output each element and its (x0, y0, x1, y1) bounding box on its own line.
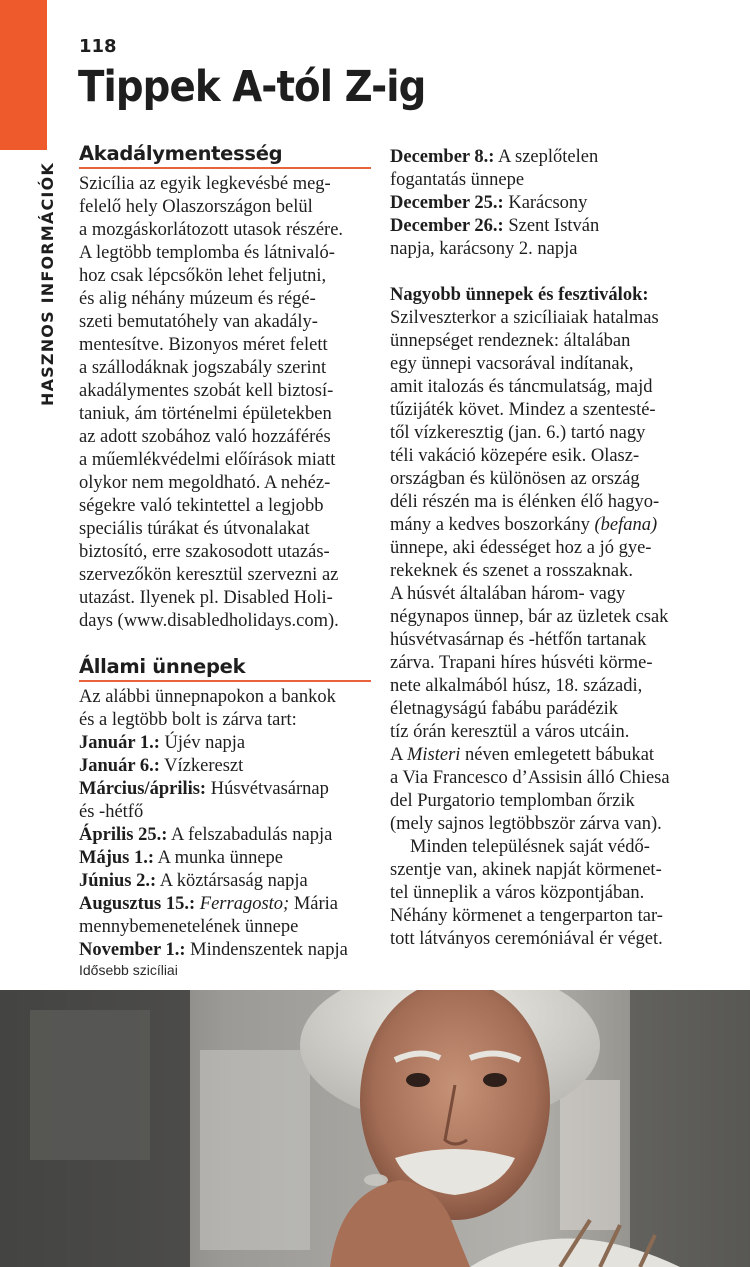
portrait-illustration (0, 990, 750, 1267)
holiday-item (79, 824, 371, 847)
section-color-tab (0, 0, 47, 150)
text-line: rekeknek és szenet a rosszaknak. (390, 561, 633, 581)
text-line: tel ünneplik a város központjában. (390, 883, 645, 903)
text-line: és alig néhány múzeum és régé- (79, 289, 316, 309)
holiday-date: December 8.: (390, 147, 495, 167)
holiday-date: Május 1.: (79, 848, 155, 868)
holiday-text: Mindenszentek napja (185, 940, 348, 960)
holiday-item (79, 916, 371, 939)
right-column (390, 146, 690, 951)
holiday-item (79, 755, 371, 778)
text-line: től vízkeresztig (jan. 6.) tartó nagy (390, 423, 646, 443)
holiday-item (79, 870, 371, 893)
holiday-date: Augusztus 15.: (79, 894, 196, 914)
text-line: ünnepséget rendeznek: általában (390, 331, 631, 351)
text-line: Minden településnek saját védő- (410, 837, 650, 857)
holiday-date: December 25.: (390, 193, 504, 213)
festivals-heading: Nagyobb ünnepek és fesztiválok: (390, 285, 649, 305)
text-line: akadálymentes szobát kell biztosí- (79, 381, 334, 401)
text-line: Néhány körmenet a tengerparton tar- (390, 906, 663, 926)
text-line: országban és különösen az ország (390, 469, 640, 489)
holiday-date: Március/április: (79, 779, 207, 799)
holiday-item (79, 732, 371, 755)
text-line: hoz csak lépcsőkön lehet feljutni, (79, 266, 327, 286)
text-line: biztosító, erre szakosodott utazás- (79, 542, 330, 562)
text-line: olykor nem megoldható. A nehéz- (79, 473, 331, 493)
holiday-date: Április 25.: (79, 825, 168, 845)
text-line: életnagyságú fabábu parádézik (390, 699, 619, 719)
text-line: egy ünnepi vacsorával indítanak, (390, 354, 634, 374)
text-line: szeti bemutatóhely van akadály- (79, 312, 318, 332)
holiday-date: December 26.: (390, 216, 504, 236)
text-line: del Purgatorio templomban őrzik (390, 791, 635, 811)
holiday-text: Karácsony (503, 193, 588, 213)
text-line: nete alkalmából húsz, 18. századi, (390, 676, 643, 696)
text-line: ségekre való tekintettel a legjobb (79, 496, 324, 516)
text-line: a mozgáskorlátozott utasok részére. (79, 220, 344, 240)
holiday-text: A felszabadulás napja (167, 825, 333, 845)
page-number: 118 (79, 36, 117, 57)
holiday-item (390, 192, 690, 215)
holiday-list (79, 732, 371, 962)
text-line: A húsvét általában három- vagy (390, 584, 626, 604)
holiday-text: napja, karácsony 2. napja (390, 239, 578, 259)
holiday-text: mennybemenetelének ünnepe (79, 917, 299, 937)
holiday-date: Január 6.: (79, 756, 160, 776)
holiday-text: Újév napja (159, 733, 246, 753)
text-line: az adott szobához való hozzáférés (79, 427, 331, 447)
holiday-item (79, 847, 371, 870)
text-line: szentje van, akinek napját körmenet- (390, 860, 662, 880)
text-line: tíz órán keresztül a város utcáin. (390, 722, 630, 742)
text-line: (mely sajnos legtöbbször zárva van). (390, 814, 662, 834)
text-line: ünnepe, aki édességet hoz a jó gye- (390, 538, 652, 558)
holiday-list-continued (390, 146, 690, 261)
text-line: négynapos ünnep, bár az üzletek csak (390, 607, 669, 627)
text-line: Szicília az egyik legkevésbé meg- (79, 174, 331, 194)
text-line: mány a kedves boszorkány (befana) (390, 515, 658, 535)
text-line: A legtöbb templomba és látnivaló- (79, 243, 335, 263)
holiday-item (390, 146, 690, 169)
text-line: A Misteri néven emlegetett bábukat (390, 745, 655, 765)
text-line: szervezőkön keresztül szervezni az (79, 565, 339, 585)
photo-caption: Idősebb szicíliai (79, 962, 178, 978)
holiday-text: A munka ünnepe (154, 848, 283, 868)
holiday-text: Húsvétvasárnap (206, 779, 329, 799)
text-line: téli vakáció közepére esik. Olasz- (390, 446, 640, 466)
holiday-text: és -hétfő (79, 802, 144, 822)
holiday-text: A köztársaság napja (156, 871, 308, 891)
festivals-section (390, 284, 690, 951)
text-line: húsvétvasárnap és -hétfőn tartanak (390, 630, 647, 650)
text-line: days (www.disabledholidays.com). (79, 611, 339, 631)
holiday-item (79, 778, 371, 801)
text-line: speciális túrákat és útvonalakat (79, 519, 310, 539)
holiday-text: fogantatás ünnepe (390, 170, 525, 190)
holiday-item (79, 801, 371, 824)
section-side-label: HASZNOS INFORMÁCIÓK (38, 162, 57, 406)
holiday-date: November 1.: (79, 940, 186, 960)
text-line: a szállodáknak jogszabály szerint (79, 358, 327, 378)
text-line: a műemlékvédelmi előírások miatt (79, 450, 336, 470)
text-line: tott látványos ceremóniával ér véget. (390, 929, 663, 949)
holidays-intro: Az alábbi ünnepnapokon a bankok és a legtöbb bolt is zárva tart: (79, 687, 336, 730)
holiday-text: Szent István (503, 216, 600, 236)
accessibility-heading: Akadálymentesség (79, 142, 371, 169)
text-line: utazást. Ilyenek pl. Disabled Holi- (79, 588, 333, 608)
text-line: taniuk, ám történelmi épületekben (79, 404, 332, 424)
text-line: felelő hely Olaszországon belül (79, 197, 313, 217)
holiday-text: Vízkereszt (159, 756, 244, 776)
text-line: a Via Francesco d’Assisin álló Chiesa (390, 768, 670, 788)
portrait-photo (0, 990, 750, 1267)
holiday-date: Június 2.: (79, 871, 157, 891)
page-title: Tippek A-tól Z-ig (78, 62, 426, 112)
holiday-item (390, 169, 690, 192)
holiday-item (390, 215, 690, 238)
holiday-text: Mária (289, 894, 339, 914)
text-line: mentesítve. Bizonyos méret felett (79, 335, 328, 355)
holiday-item: Augusztus 15.: Ferragosto; Mária (79, 894, 339, 914)
accessibility-text (79, 173, 371, 633)
text-line: tűzijáték követ. Mindez a szentesté- (390, 400, 656, 420)
holidays-heading: Állami ünnepek (79, 655, 371, 682)
left-column (79, 142, 371, 962)
holiday-item (390, 238, 690, 261)
text-line: zárva. Trapani híres húsvéti körme- (390, 653, 653, 673)
text-line: Szilveszterkor a szicíliaiak hatalmas (390, 308, 659, 328)
holiday-date: Január 1.: (79, 733, 160, 753)
text-line: amit italozás és táncmulatság, majd (390, 377, 653, 397)
holiday-item (79, 939, 371, 962)
holiday-text: A szeplőtelen (494, 147, 599, 167)
text-line: déli részén ma is élénken élő hagyo- (390, 492, 660, 512)
